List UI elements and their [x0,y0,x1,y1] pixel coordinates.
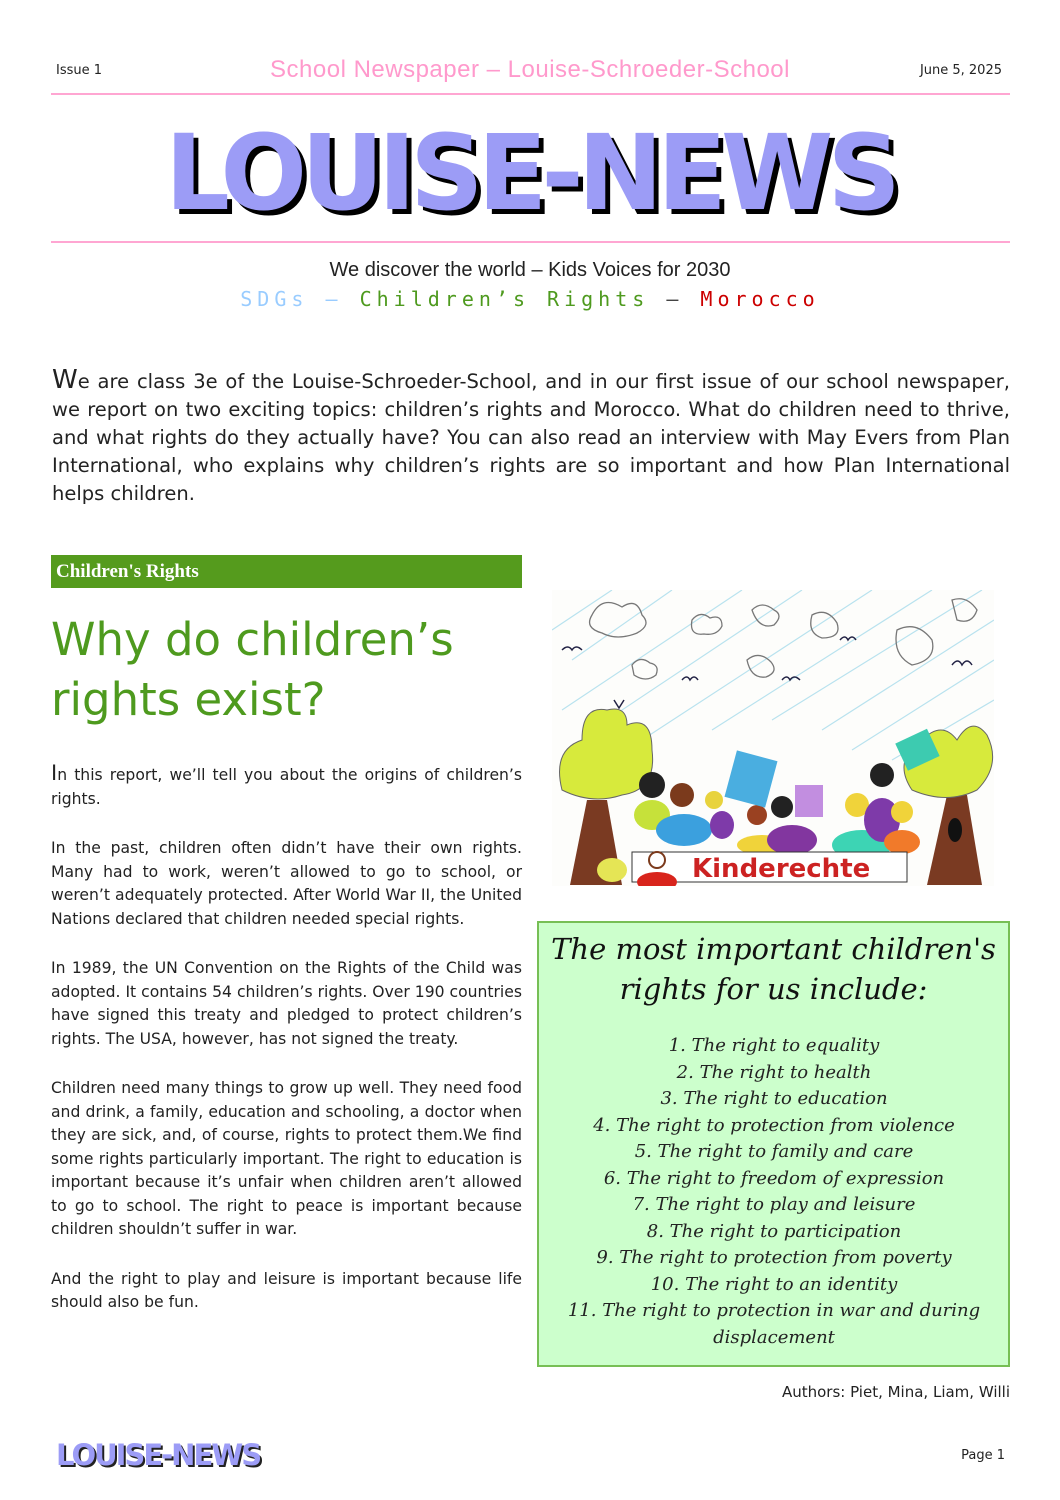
tagline: We discover the world – Kids Voices for 2030 [329,259,731,281]
drawing-banner-text: Kinderechte [692,854,871,884]
topic-separator: – [325,287,343,311]
issue-date: June 5, 2025 [919,63,1002,78]
masthead-divider [51,241,1010,243]
section-label: Children's Rights [51,555,522,588]
article-paragraph: Children need many things to grow up well. They need food and drink, a family, education and schooling, a doctor when they are sick, and, of course, rights to protect them.We find some rights particularly important. The right to education is important because it’s unfair when children aren’t allowed to go to school. The right to peace is important because children shouldn’t suffer in war. [51,1079,522,1238]
top-divider [51,93,1010,95]
rights-list-item: 7. The right to play and leisure [632,1194,916,1215]
rights-list-item: 2. The right to health [676,1061,872,1083]
rights-list-item: 9. The right to protection from poverty [596,1247,952,1268]
footer-logo: LOUISE-NEWS [56,1438,261,1472]
article-body [51,762,522,1341]
article-headline: Why do children’s rights exist? [51,613,454,726]
rights-list-item: 1. The right to equality [668,1035,880,1056]
rights-list-item: 10. The right to an identity [650,1273,898,1295]
topic-sdgs: SDGs [240,287,309,311]
rights-list-item: 8. The right to participation [646,1220,902,1242]
rights-box-title: The most important children's rights for us include: [551,932,996,1006]
rights-list-item: 5. The right to family and care [634,1141,914,1162]
article-paragraph: In 1989, the UN Convention on the Rights of the Child was adopted. It contains 54 children’s rights. Over 190 countries have signed this treaty and pledged to protect children’s rights. The USA, however, has not signed the treaty. [51,959,522,1048]
rights-list-box [537,921,1010,1367]
childrens-rights-drawing [552,590,994,886]
lead-dropcap: I [51,761,58,785]
intro-paragraph [52,366,1010,508]
newspaper-name: School Newspaper – Louise-Schroeder-School [270,56,790,83]
rights-list-item: 3. The right to education [660,1088,888,1109]
issue-number: Issue 1 [56,63,103,78]
topic-morocco: Morocco [700,287,820,311]
rights-list-item: 11. The right to protection in war and during displacement [567,1300,981,1348]
article-lead [51,762,522,811]
topic-childrens-rights: Children’s Rights [359,287,650,311]
page-number: Page 1 [961,1448,1005,1463]
rights-list [559,1033,989,1351]
lead-text: n this report, we’ll tell you about the origins of children’s rights. [51,766,522,808]
article-paragraph: And the right to play and leisure is important because life should also be fun. [51,1269,522,1311]
masthead-logo: LOUISE-NEWS [164,112,896,234]
rights-list-item: 6. The right to freedom of expression [603,1167,945,1189]
intro-dropcap: W [52,365,78,395]
topics-line [0,287,1060,311]
topic-separator: – [666,287,684,311]
rights-list-item: 4. The right to protection from violence [593,1114,955,1136]
intro-text: e are class 3e of the Louise-Schroeder-School, and in our first issue of our school newspaper, we report on two exciting topics: children’s rights and Morocco. What do children need to thrive, and what rights do they actually have? You can also read an interview with May Evers from Plan International, who explains why children’s rights are so important and how Plan International helps children. [52,370,1010,505]
article-authors: Authors: Piet, Mina, Liam, Willi [781,1383,1010,1401]
article-paragraph: In the past, children often didn’t have their own rights. Many had to work, weren’t allowed to go to school, or weren’t adequately protected. After World War II, the United Nations declared that children needed special rights. [51,839,522,928]
